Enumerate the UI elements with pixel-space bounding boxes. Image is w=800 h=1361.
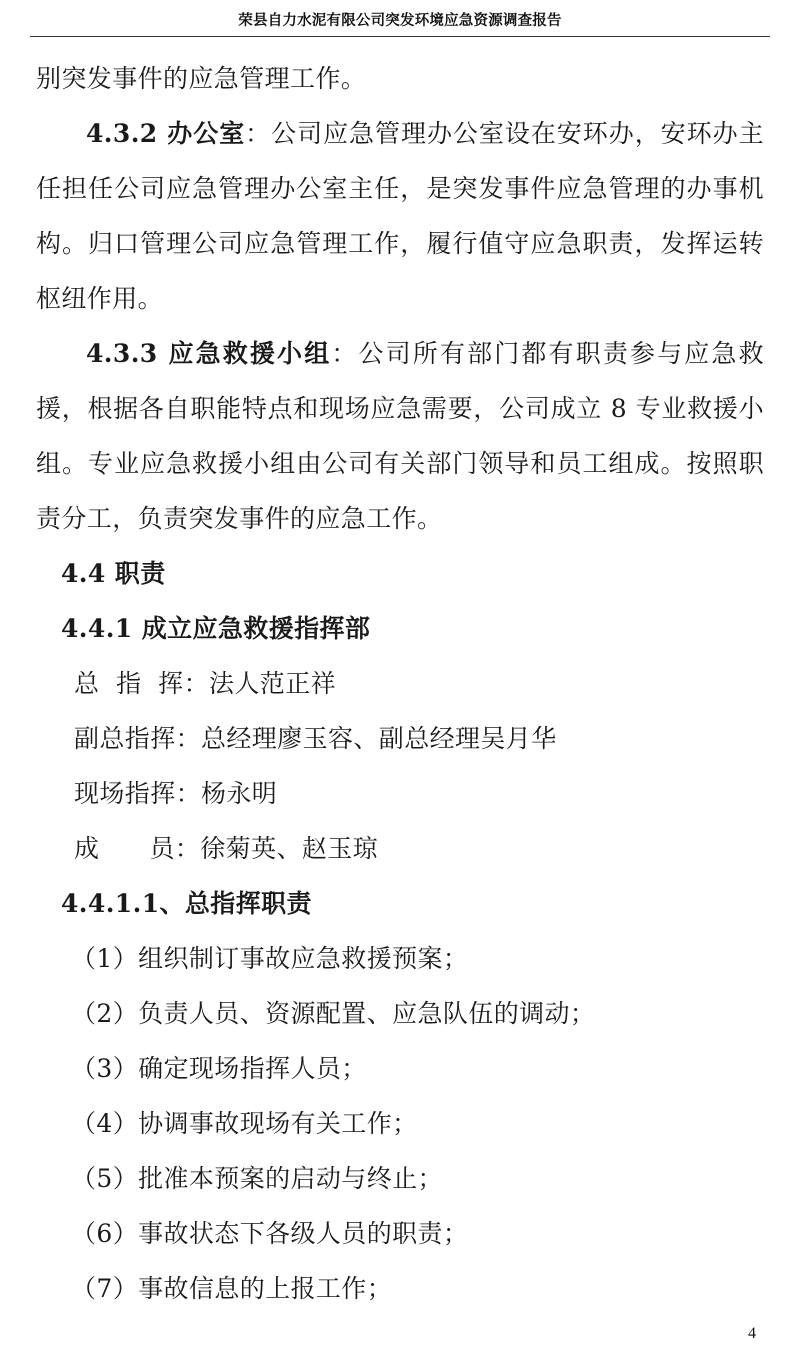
roster-item-deputy-commander: 副总指挥：总经理廖玉容、副总经理吴月华 (74, 724, 557, 754)
duty-item-1: （1）组织制订事故应急救援预案； (71, 944, 469, 974)
header-title: 荣县自力水泥有限公司突发环境应急资源调查报告 (238, 12, 562, 29)
heading-4-4-1: 4.4.1 成立应急救援指挥部 (61, 614, 371, 644)
paragraph-4-3-2-text: 公司应急管理办公室设在安环办，安环办主任担任公司应急管理办公室主任，是突发事件应急管理的办事机构。归口管理公司应急管理工作，履行值守应急职责，发挥运转枢纽作用。 (36, 119, 764, 314)
paragraph-4-3-2-separator: ： (245, 119, 272, 149)
paragraph-4-3-3-separator: ： (331, 339, 359, 369)
paragraph-4-3-3-text: 公司所有部门都有职责参与应急救援，根据各自职能特点和现场应急需要，公司成立 8 专业救援小组。专业应急救援小组由公司有关部门领导和员工组成。按照职责分工，负责突发事件的应急工作。 (36, 339, 764, 534)
continued-paragraph: 别突发事件的应急管理工作。 (36, 64, 367, 94)
page-header (36, 0, 764, 36)
heading-4-4-1-1: 4.4.1.1、总指挥职责 (61, 889, 312, 919)
roster-item-chief-commander: 总 指 挥：法人范正祥 (74, 669, 336, 699)
duty-item-5: （5）批准本预案的启动与终止； (71, 1164, 443, 1194)
paragraph-4-3-3 (36, 326, 764, 546)
paragraph-4-3-2-label: 4.3.2 办公室 (86, 119, 246, 149)
duty-item-6: （6）事故状态下各级人员的职责； (71, 1219, 469, 1249)
document-body (36, 37, 764, 1316)
duty-item-2: （2）负责人员、资源配置、应急队伍的调动； (71, 999, 596, 1029)
duty-item-4: （4）协调事故现场有关工作； (71, 1109, 418, 1139)
paragraph-4-3-3-label: 4.3.3 应急救援小组 (86, 339, 332, 369)
heading-4-4: 4.4 职责 (61, 559, 166, 589)
duty-item-7: （7）事故信息的上报工作； (71, 1274, 393, 1304)
paragraph-4-3-2 (36, 106, 764, 326)
duty-item-3: （3）确定现场指挥人员； (71, 1054, 367, 1084)
roster-item-members: 成 员：徐菊英、赵玉琼 (74, 834, 379, 864)
roster-item-site-commander: 现场指挥：杨永明 (74, 779, 278, 809)
page-number: 4 (748, 1325, 756, 1342)
